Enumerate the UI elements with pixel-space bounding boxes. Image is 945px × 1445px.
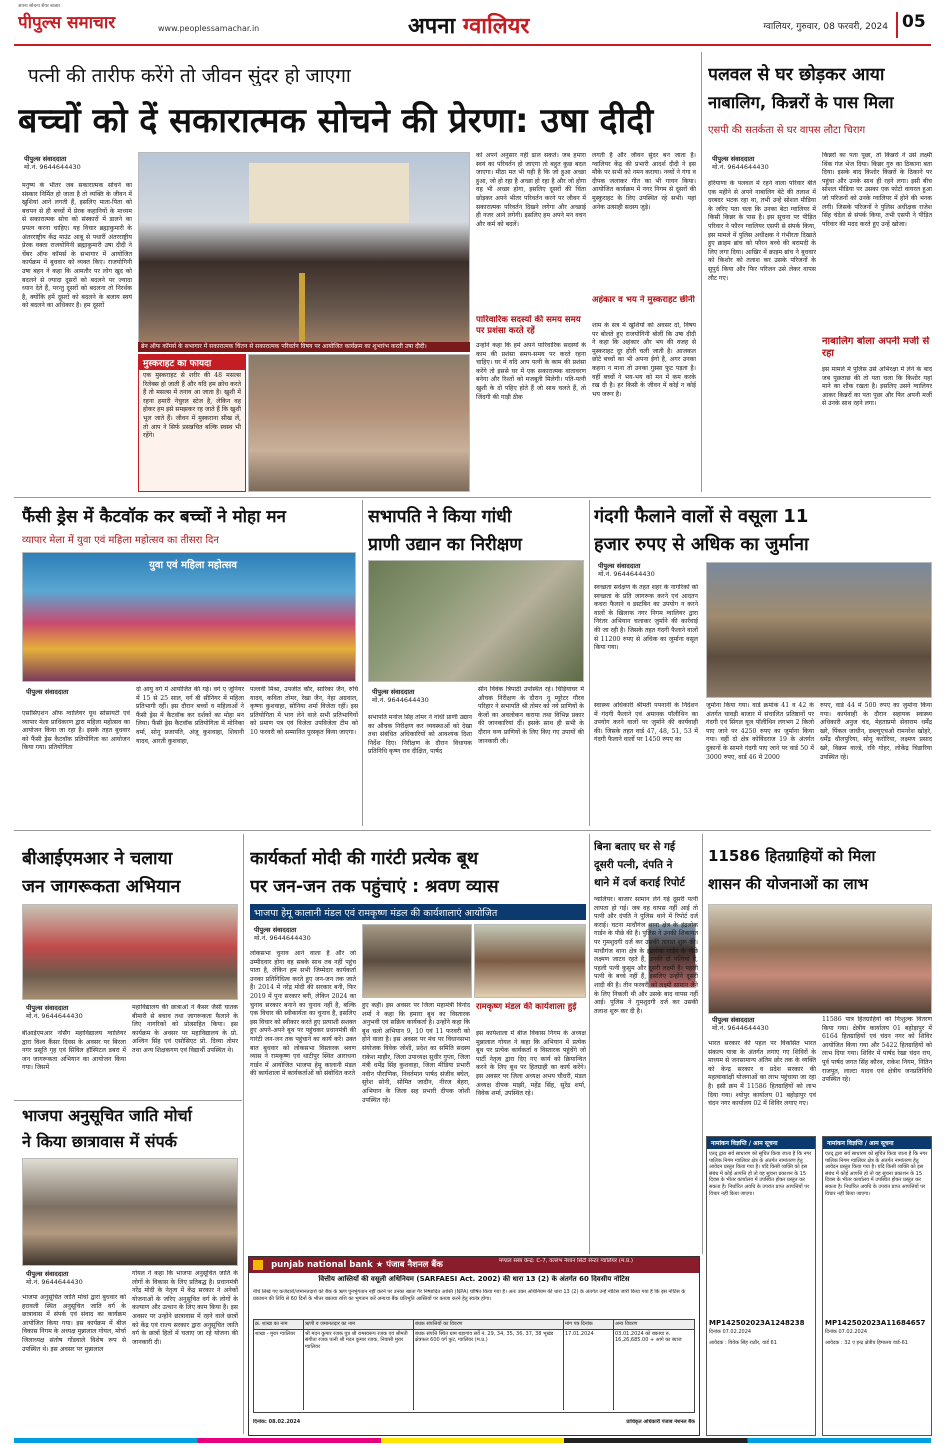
zoo-headline-2: प्राणी उद्यान का निरीक्षण (368, 535, 522, 555)
zoo-col1: सभापति मनोज सिंह तोमर ने गांधी प्राणी उद्यान का औचक निरीक्षण कर व्यवस्थाओं को देखा तथा संबंधित अधिकारियों को आवश्यक दिशा निर्देश दिए। निरीक्षण के दौरान विधायक प्रतिनिधि कृष्ण राव दीक्षित, पार्षद (368, 714, 472, 756)
pnb-table-row (254, 1330, 694, 1410)
section-title-left: अपना (408, 14, 456, 39)
bimr-col2: महाविद्यालय की छात्राओं ने कैंसर जैसी घातक बीमारी से बचाव तथा जागरूकता फैलाने के लिए नागरिकों को प्रोत्साहित किया। इस कार्यक्रम के अवसर पर महाविद्यालय के प्रो. अश्विन सिंह एवं एसोसिएट प्रो. दिव्या तोमर तथा अन्य शिक्षकगण एवं विद्यार्थी उपस्थित थे। (132, 1004, 238, 1054)
fashion-banner: युवा एवं महिला महोत्सव (149, 560, 237, 571)
palwal-sub2: नाबालिग बोला अपनी मर्जी से रहा (822, 336, 930, 359)
notice-2-case: MP142502023A11684657 (825, 1319, 926, 1327)
pnb-col-branch: क्र. शाखा का नाम (254, 1320, 304, 1329)
lead-col3-sub: पारिवारिक सदस्यों की समय समय पर प्रशंसा करते रहें (476, 315, 581, 336)
pnb-table-header (254, 1320, 694, 1330)
masthead (0, 0, 945, 44)
byline-reporter: पीपुल्स संवाददाता (26, 688, 69, 696)
byline-mobile: मो.नं. 9644644430 (712, 1024, 769, 1032)
lead-byline (24, 155, 132, 177)
zoo-headline-1: सभापति ने किया गांधी (368, 507, 512, 527)
dateline: ग्वालियर, गुरुवार, 08 फरवरी, 2024 (763, 22, 888, 32)
pnb-preamble: नीचे लिखे गए कर्जदारों/जमानतदारों को बैंक के ऋण पुनर्भुगतान नहीं करने पर उनका खाता गैर निष्पादित आस्ति (NPA) घोषित किया गया है। अतः उक्त अधिनियम की धारा 13 (2) के अंतर्गत उन्हें नोटिस जारी किया गया है कि इस नोटिस के प्रकाशन की तिथि से 60 दिनों के भीतर बकाया राशि का भुगतान करें अन्यथा बैंक प्रतिभूति आस्तियों पर कब्जा करने हेतु स्वतंत्र होगा। (253, 1289, 686, 1302)
row2-divider (14, 830, 931, 831)
fashion-photo[interactable] (22, 552, 356, 682)
lead-col4-sub: अहंकार व भय ने मुस्कराहट छीनी (592, 295, 695, 305)
left-column-divider (243, 834, 244, 1434)
palwal-byline (712, 155, 812, 177)
pnb-cell-property: बंधक संपत्ति स्थित ग्राम बड़ागांव सर्वे नं. 29, 34, 35, 36, 37, 38 भूखंड क्षेत्रफल 600 वर्ग फुट, ग्वालियर (म.प्र.) (414, 1330, 564, 1410)
fashion-col3: पल्लवी मिश्रा, उपजीत कौर, सारिका जैन, रुचि यादव, कविता तोमर, रेखा जैन, नेहा अग्रवाल, कृष्णा कुशवाहा, सोनिया शर्मा विजेता रहीं। इस प्रतियोगिता में भाग लेने वाले सभी प्रतिभागियों को प्रमाण पत्र एवं विजेता उपविजेता टीम को 10 फरवरी को सम्मानित पुरस्कृत किया जाएगा। (250, 686, 358, 736)
byline-mobile: मो.नं. 9644644430 (372, 696, 429, 704)
notice-2-title: नामांकन विज्ञप्ति / आम सूचना (823, 1137, 931, 1149)
smile-box (138, 354, 246, 492)
zoo-fine-divider (589, 500, 590, 826)
notice-1-case: MP142502023A1248238 (709, 1319, 805, 1327)
modi-dowry-divider (589, 834, 590, 1254)
modi-col3: इस कार्यशाला में बीज विकास निगम के अध्यक्ष मुन्नालाल गोयल ने कहा कि अभियान में प्रत्येक बूथ पर प्रत्येक कार्यकर्ता व विस्तारक पहुंचेंगे जो पार्टी नेतृत्व द्वारा दिए गए कार्य को क्रियान्वित करने के लिए बूथ पर हितग्राही का कार्य करेंगे। इस अवसर पर जिला अध्यक्ष अभय चौधरी, मंडल अध्यक्ष दीपक माझी, महेंद्र सिंह, सुरेंद्र शर्मा, विवेक शर्मा, उपस्थित रहे। (476, 1030, 586, 1098)
wife-headline-2: दूसरी पत्नी, दंपति ने (594, 859, 673, 871)
byline-reporter: पीपुल्स संवाददाता (712, 155, 755, 163)
fine-col2: स्वास्थ्य अधिकारी श्रीमती पपनानी के निर्देशन में गंदगी फैलाने एवं अमानक पॉलीथिन का उपयोग करने वालों पर जुर्माने की कार्यवाही की। जिसके तहत वार्ड 47, 48, 51, 53 में गंदगी फैलाने वालों पर 1450 रुपए का (594, 702, 698, 744)
zoo-col2: सीन विवेक त्रिपाठी उपस्थित रहे। चिड़ियाघर में औचक निरीक्षण के दौरान नू म्यूरेटर गौरव परिहार ने सभापति श्री तोमर को नये प्राणियों के केजों का अवलोकन कराया तथा विभिन्न प्रकार की जानकारियां दीं। इसके साथ ही सभी के दौरान वन्य प्राणियों के लिए किए गए उपायों की जानकारी ली। (478, 686, 584, 745)
modi-col2: हुए कही। इस अवसर पर जिला महामंत्री विनोद शर्मा ने कहा कि हमारा बूथ का विस्तारक अनुभवी एवं सक्रिय कार्यकर्ता है। उन्होंने कहा कि बूथ चलो अभियान 9, 10 एवं 11 फरवरी को होने वाला है। इस अवसर पर मंच पर विधानसभा संयोजक विवेक जोशी, प्रदेश का समिति सदस्य राकेश माहौर, जिला उपाध्यक्ष सुधीर गुप्ता, जिला मंत्री धर्मेंद्र सिंह कुशवाहा, जिला मीडिया प्रभारी नवीन पौराणिक, निवर्तमान पार्षद संजीव बघेल, सुरेश सोनी, सोमित जादौन, नीरज बेहरा, अभियान के जिला सह प्रभारी दीपक जोशी उपस्थित रहे। (362, 1002, 470, 1104)
byline-mobile: मो.नं. 9644644430 (26, 1012, 83, 1020)
notice-2-officer: आवेदक : 32 ए इन्द्र क्षेत्रीय हिमालय वार्ड-61 (825, 1339, 908, 1346)
modi-headline-1: कार्यकर्ता मोदी की गारंटी प्रत्येक बूथ (250, 849, 479, 869)
fine-col3: जुर्माना किया गया। वार्ड क्रमांक 41 व 42 के अंतर्गत चावड़ी बाजार में संचालित प्रतिष्ठानों पर गंदगी एवं सिंगल यूज पॉलीथिन लगभग 2 किलो पाए जाने पर 4250 रुपए का जुर्माना किया गया। वहीं दो क्षेत्र कोविंदराज 19 के अंतर्गत दुकानों के सामने गंदगी पाए जाने पर वार्ड 50 में 3000 रुपए, वार्ड 46 में 2000 (706, 702, 814, 761)
bimr-headline-1: बीआईएमआर ने चलाया (22, 849, 173, 869)
fine-col1: स्वच्छता सर्वेक्षण के तहत शहर के नागरिकों को स्वच्छता के प्रति जागरूक करने एवं आदतन कचरा फैलाने व डस्टबिन का उपयोग न करने वालों के खिलाफ नगर निगम ग्वालियर द्वारा निरंतर अभियान चलाकर जुर्माने की कार्रवाई की जा रही है। जिसके तहत गंदगी फैलाने वालों से 11200 रुपए से अधिक का जुर्माना वसूल किया गया। (594, 584, 698, 652)
fashion-col1: एसोसिएशन ऑफ ग्वालियर यूथ सोसायटी एवं व्यापार मेला प्राधिकरण द्वारा महिला महोत्सव का आयोजन किया जा रहा है। इसके तहत बुधवार को फैंसी ड्रेस कैटवॉक प्रतियोगिता का आयोजन किया गया। प्रतियोगिता (22, 710, 130, 752)
pnb-col-borrower: ऋणी व जमानतदार का नाम (304, 1320, 414, 1329)
audience-photo[interactable] (248, 354, 470, 492)
modi-byline (254, 926, 354, 948)
palwal-headline-1: पलवल से घर छोड़कर आया (708, 65, 885, 85)
bjp-col2: गोयल ने कहा कि भाजपा अनुसूचित जाति के लोगों के विकास के लिए प्रतिबद्ध है। प्रधानमंत्री नरेंद्र मोदी के नेतृत्व में केंद्र सरकार ने अनेकों योजनाओं के जरिए अनुसूचित वर्ग के लोगों के कल्याण और उत्थान के लिए काम किया है। इस अवसर पर उन्होंने छात्रावास में रहने वाले छात्रों को केंद्र एवं राज्य सरकार द्वारा अनुसूचित जाति वर्ग के छात्रों हितों में चलाए जा रहे योजना की जानकारी दी। (132, 1270, 238, 1346)
bjp-headline-1: भाजपा अनुसूचित जाति मोर्चा (22, 1106, 192, 1125)
byline-mobile: मो.नं. 9644644430 (254, 934, 311, 942)
wife-col1: ग्वालियर। बाजार सामान लेने गई दूसरी पत्नी लापता हो गई। जब वह वापस नहीं आई तो पत्नी और दंपति ने पुलिस थाने में रिपोर्ट दर्ज कराई। घटना माधौगंज थाना क्षेत्र के इंद्रलोक गार्डन के पीछे की है। पुलिस ने उनकी शिकायत पर गुमशुदगी दर्ज कर उसकी तलाश शुरू की। माधौगंज थाना क्षेत्र के इंद्रलोक गार्डन के पीछे लक्ष्मण जाटव रहते हैं, उनकी दो पत्नियां हैं, पहली पत्नी कुसुम और दूसरी लक्ष्मी है। पहली पत्नी के बच्चे नहीं हैं, इसलिए उन्होंने दूसरी शादी की है। तीन फरवरी को लक्ष्मी सामान लेने के लिए निकली थी और उसके बाद वापस नहीं आई। पुलिस ने गुमशुदगी दर्ज कर उसकी तलाश शुरू कर दी है। (594, 896, 698, 1015)
smile-box-title: मुस्कराहट का फायदा (139, 355, 245, 370)
bimr-col1: बीआईएमआर नर्सिंग महाविद्यालय ग्वालियर द्वारा विश्व कैंसर दिवस के अवसर पर बिरला नगर प्रसूति गृह एवं सिविल हॉस्पिटल डबरा में जन जागरूकता अभियान का आयोजन किया गया। जिसमें (22, 1030, 126, 1072)
photo-banner (249, 163, 409, 223)
byline-reporter: पीपुल्स संवाददाता (712, 1016, 755, 1024)
notice-2 (822, 1136, 932, 1436)
page-number: 05 (896, 12, 930, 38)
bjp-col1: भाजपा अनुसूचित जाति मोर्चा द्वारा बुधवार को हरावली स्थित अनुसूचित जाति वर्ग के छात्रावास में संपर्क एवं संवाद का कार्यक्रम आयोजित किया गया। इस कार्यक्रम में बीज विकास निगम के अध्यक्ष मुन्नालाल गोयल, मोर्चा जिलाध्यक्ष संतोष गोंडवाले विशेष रूप से उपस्थित थे। इस अवसर पर मुन्नालाल (22, 1294, 126, 1353)
pnb-notice (248, 1256, 700, 1436)
brand-tag: अपना सोचना शेयर बाजार (18, 4, 61, 9)
benef-col1: भारत सरकार की पहल पर विकसित भारत संकल्प यात्रा के अंतर्गत लगाए गए शिविरों के माध्यम से जनसामान्य अंतिम छोर तक के व्यक्ति को केन्द्र सरकार व प्रदेश सरकार की महत्वाकांक्षी योजनाओं का लाभ पहुंचाया जा रहा है। इसी क्रम में 11586 हितग्राहियों को लाभ दिया गया। श्योपुर कार्यालय 01 बहोड़ापुर एवं चंदन नगर कार्यालय 02 में शिविर लगाए गए। (708, 1040, 816, 1108)
lead-col4b: शाम के सत्र में खुशियों को अवसर दो, विषय पर बोलते हुए राजयोगिनी बोलीं कि उषा दीदी ने कहा कि अहंकार और भय की वजह से मुस्कराहट दूर होती चली जाती है। आजकल छोटे बच्चों का भी अपना ईगो है, अगर उनका कहना न माना तो उनका गुस्सा फूट पड़ता है। वहीं बच्चों ने भय-भय को मन में कम करके रख दी है। हर किसी के जीवन में कोई न कोई भय जरूर है। (592, 322, 696, 398)
benef-photo[interactable] (708, 904, 932, 1014)
palwal-col2b: इस मामले में पुलिस उसे अभिरक्षा में लेने के बाद जब पूछताछ की तो पता चला कि किशोर यहां माने का शौक रखता है। इसलिए उसने ग्वालियर आकर किन्नरों का पता पूछा और फिर अपनी मर्जी से उनके साथ रहने लगा। (822, 366, 932, 408)
palwal-col2: किन्नरों का पता पूछा, तो किन्नरों ने उसे लक्ष्मी थिंक गंज भेज दिया। किन्नर गुरु का ठिकाना बता दिया। इसके बाद किशोर किन्नरों के ठिकाने पर पहुंचा और उनके साथ ही रहने लगा। इसी बीच सोशल मीडिया पर उसका एक फोटो वायरल हुआ जो परिजनों को उनके ग्वालियर में होने की भनक लगी। जिसके परिजनों ने पुलिस अधीक्षक राजेश सिंह चंदेल से संपर्क किया, तभी एसपी ने पीड़ित परिवार की मदद करते हुए उन्हें खोजा। (822, 152, 932, 228)
notice-2-date: दिनांक 07.02.2024 (825, 1329, 868, 1335)
lead-headline: बच्चों को दें सकारात्मक सोचने की प्रेरणा: उषा दीदी (18, 101, 654, 141)
pnb-cell-branch: शाखा - मुरार ग्वालियर (254, 1330, 304, 1410)
bjp-byline (26, 1270, 126, 1292)
modi-headline-2: पर जन-जन तक पहुंचाएं : श्रवण व्यास (250, 877, 499, 897)
byline-mobile: मो.नं. 9644644430 (712, 163, 769, 171)
byline-reporter: पीपुल्स संवाददाता (26, 1004, 69, 1012)
fashion-headline: फैंसी ड्रेस में कैटवॉक कर बच्चों ने मोहा मन (22, 507, 286, 527)
fine-byline (598, 562, 698, 584)
lead-col4: लगती है और जीवन सुंदर बन जाता है। ग्वालियर केंद्र की प्रभारी आदर्श दीदी ने इस मौके पर सभी को नमन कराया। नव्यों ने गंगा व दीपक जलाकर गीत का भी गायन किया। आयोजित कार्यक्रम में नगर निगम से दूसरों की मुस्कुराहट के लिए उपस्थित रहे सभी। यहां अनेक उत्साही सदस्य जुड़े। (592, 152, 696, 211)
wife-headline-1: बिना बताए घर से गई (594, 841, 676, 853)
pnb-col-property: बंधक संपत्तियों का विवरण (414, 1320, 564, 1329)
pnb-cell-demand-date: 17.01.2024 (564, 1330, 614, 1410)
fashion-col2: दो आयु वर्ग में आयोजित की गई। वर्ग ए जूनियर में 15 से 25 साल, वर्ग बी सीनियर में महिला प्रतिभागी रहीं। इस दौरान बच्चों व महिलाओं ने फैंसी ड्रेस में कैटवॉक कर दर्शकों का मोहा मन लिया। फैंसी ड्रेस कैटवॉक प्रतियोगिता में मोनिका वर्मा, सोनू प्रजापति, अंजू कुशवाहा, शिवानी यादव, आरती कुशवाहा, (136, 686, 244, 745)
notice-1 (706, 1136, 816, 1436)
benef-headline-2: शासन की योजनाओं का लाभ (708, 875, 869, 893)
pnb-table (253, 1319, 695, 1413)
pnb-cell-other: 03.01.2024 को बकाया रु. 16,26,685.00 + आगे का ब्याज (615, 1330, 682, 1344)
pnb-bank-name: punjab national bank ★ पंजाब नैशनल बैंक (271, 1260, 443, 1270)
smile-box-text: एक मुस्कराहट से शरीर की 48 मसल्स रिलेक्स हो जाती हैं और यदि हम क्रोध करते हैं तो मसल्स में तनाव आ जाता है। खुशी में रहना हमारी नेचुरल स्टेज है, लेकिन वह होकर हम इसे समझकर रह जाते हैं कि खुशी भूल जाते हैं। जीवन में मुस्कराना सीख लें, तो आप ने सिर्फ प्रसन्नचित बल्कि स्वस्थ भी रहेंगे। (143, 372, 242, 440)
benef-byline (712, 1016, 812, 1038)
modi-photo-1[interactable] (362, 924, 472, 998)
lead-photo-caption: ब्रेन ऑफ कॉमर्स के सभागार में सकारात्मक चिंतन से सकारात्मक परिवर्तन विषय पर आयोजित कार्यक्रम का शुभारंभ करती उषा दीदी। (138, 342, 470, 352)
modi-sub: भाजपा हेमू कालानी मंडल एवं रामकृष्ण मंडल की कार्यशालाएं आयोजित (250, 904, 586, 920)
notice-1-text: एतद् द्वारा सर्व साधारण को सूचित किया जाता है कि नगर पालिक निगम ग्वालियर क्षेत्र के अंतर्गत नामांतरण हेतु आवेदन प्रस्तुत किया गया है। यदि किसी व्यक्ति को इस संबंध में कोई आपत्ति हो तो वह सूचना प्रकाशन के 15 दिवस के भीतर कार्यालय में उपस्थित होकर प्रस्तुत कर सकता है। निर्धारित अवधि के उपरांत प्राप्त आपत्तियों पर विचार नहीं किया जाएगा। (709, 1151, 812, 1197)
fashion-zoo-divider (362, 500, 363, 826)
benef-headline-1: 11586 हितग्राहियों को मिला (708, 847, 876, 865)
section-title (408, 10, 628, 40)
benef-col2: 11586 पात्र हितग्राहियों को निःशुल्क वितरण किया गया। क्षेत्रीय कार्यालय 01 बहोड़ापुर में 6164 हितग्राहियों एवं चंदन नगर को शिविर आयोजित किया गया और 5422 हितग्राहियों को लाभ दिया गया। शिविर में पार्षद रेखा चंदन राय, पूर्व पार्षद जगत सिंह कौरव, राकेश निगम, नितिन राजपूत, लाल्टा यादव एवं क्षेत्रीय जनप्रतिनिधि उपस्थित रहे। (822, 1016, 932, 1084)
zoo-byline (372, 688, 472, 710)
masthead-brand[interactable] (18, 10, 158, 38)
byline-mobile: मो.नं. 9644644430 (26, 1278, 83, 1286)
pnb-col-demand-date: मांग पत्र दिनांक (564, 1320, 614, 1329)
bjp-headline-2: ने किया छात्रावास में संपर्क (22, 1132, 177, 1151)
brand-name: पीपुल्स समाचार (18, 13, 116, 33)
photo-lamp (299, 273, 305, 343)
palwal-sub: एसपी की सतर्कता से घर वापस लौटा चिराग (708, 125, 866, 136)
fashion-byline (26, 688, 126, 710)
notice-1-title: नामांकन विज्ञप्ति / आम सूचना (707, 1137, 815, 1149)
lead-right-divider (701, 52, 702, 492)
byline-mobile: मो.नं. 9644644430 (24, 163, 81, 171)
palwal-col1: हरियाणा के पलवल में रहने वाला परिवार बीते एक महीने से अपने नाबालिग बेटे की तलाश में दरबदर भटक रहा था, तभी उन्हें सोशल मीडिया के जरिए पता चला कि उनका बेटा ग्वालियर में किसी किन्नर के पास है। इस सूचना पर पीड़ित परिवार ने फौरन ग्वालियर एसपी से संपर्क किया, इस मामले में पुलिस अधीक्षक ने गंभीरता दिखाते हुए क्राइम ब्रांच को फौरन बच्चे की बरामदी के लिए लगा दिया। आखिर में क्राइम ब्रांच ने बुधवार को किशोर को तलाश कर उसके परिजनों के सुपुर्द किया और फिर परिजन उसे लेकर वापस लौट गए। (708, 180, 816, 282)
bimr-bjp-divider (14, 1100, 242, 1101)
byline-reporter: पीपुल्स संवाददाता (26, 1270, 69, 1278)
zoo-photo[interactable] (368, 560, 584, 682)
wife-headline-3: थाने में दर्ज कराई रिपोर्ट (594, 877, 685, 889)
bimr-photo[interactable] (22, 904, 238, 1000)
fine-headline-2: हजार रुपए से अधिक का जुर्माना (594, 534, 809, 555)
dowry-benef-divider (702, 834, 703, 1254)
modi-sub2: रामकृष्ण मंडल की कार्यशाला हुई (476, 1002, 577, 1012)
lead-photo[interactable] (138, 152, 470, 352)
byline-reporter: पीपुल्स संवाददाता (598, 562, 641, 570)
lead-col3b: उन्होंने कहा कि हमें अपने पारिवारिक सदस्यों के काम की प्रशंसा समय-समय पर करते रहना चाहिए। घर में यदि आप पत्नी के काम की प्रशंसा करेंगे तो इससे घर में एक सकारात्मक वातावरण बनेगा और रिश्तों को मजबूती मिलेगी। पति-पत्नी खुशी के दो पहिए होते हैं जो साथ चलते हैं, तो जिंदगी की गाड़ी ठीक (476, 342, 586, 401)
modi-photo-2[interactable] (474, 924, 586, 998)
fine-col4: रुपए, वार्ड 44 में 500 रुपए का जुर्माना किया गया। कार्यवाही के दौरान सहायक स्वास्थ्य अधिकारी अनुज चंद, मेहताप्रमो सेवाराम धर्मेंद्र खरे, पिंकल जाधीन, डब्ल्यूएचओ रामनरेश खोहरे, धर्मेंद्र धौलपुरिया, सोनू करोरिया, लक्ष्मण प्रसाद खरे, विक्रम वाल्डे, रवि गोहर, लोकेंद्र चिडारिया उपस्थित रहे। (820, 702, 932, 761)
pnb-circle: मण्डल सस्त्र केन्द्र: C-7, वल्लभ नैशान सिटी सेन्टर ग्वालियर (म.प्र.) (499, 1258, 634, 1264)
site-url[interactable]: www.peoplessamachar.in (158, 24, 260, 33)
pnb-cell-borrower: श्री मदन कुमार रजक पुत्र श्री रामस्वरूप रजक एवं श्रीमती संगीता रजक पत्नी श्री मदन कुमार रजक, निवासी मुरार ग्वालियर (304, 1330, 414, 1410)
byline-reporter: पीपुल्स संवाददाता (254, 926, 297, 934)
bimr-byline (26, 1004, 126, 1026)
byline-mobile: मो.नं. 9644644430 (598, 570, 655, 578)
bjp-photo[interactable] (22, 1158, 238, 1266)
pnb-col-other: अन्य विवरण (615, 1321, 638, 1327)
pnb-date: दिनांक: 08.02.2024 (253, 1419, 301, 1425)
modi-col1: लोकसभा चुनाव आने वाला है और जो उम्मीदवार होगा वह सबके साथ तब नहीं पहुंच पाता है, लेकिन हम सभी जिम्मेदार कार्यकर्ता उनका प्रतिनिधित्व करते हुए जन-जन तक जाते हैं। 2014 में नरेंद्र मोदी की सरकार बनी, फिर 2019 में पुनः सरकार बनी, लेकिन 2024 का चुनाव सरकार बनाने का चुनाव नहीं है, बल्कि एक विचार की स्वीकार्यता का चुनाव है, इसलिए इस विचार को स्वीकार करते हुए प्रत्याशी सशक्त हुए अपने-अपने बूथ पर पहुंचकर प्रधानमंत्री की गारंटी जन-जन तक पहुंचाने का कार्य करें। उक्त बात बुधवार को लोकसभा विस्तारक श्रवण व्यास ने रामकृष्ण एवं थाटीपुर स्थित आराधना गार्डन में आयोजित भाजपा हेमू कालानी मंडल की कार्यशाला में कार्यकर्ताओं को संबोधित करते (250, 950, 356, 1078)
section-title-right: ग्वालियर (462, 14, 530, 39)
fine-photo[interactable] (706, 562, 932, 698)
pnb-signatory: प्राधिकृत अधिकारी पंजाब नेशनल बैंक (626, 1419, 695, 1425)
byline-reporter: पीपुल्स संवाददाता (24, 155, 67, 163)
pnb-logo-icon (253, 1260, 263, 1270)
registration-bar (14, 1438, 931, 1443)
bimr-headline-2: जन जागरूकता अभियान (22, 877, 181, 897)
notice-1-officer: आवेदक : विवेक सिंह राठौर, वार्ड 61 (709, 1339, 777, 1346)
lead-kicker: पत्नी की तारीफ करेंगे तो जीवन सुंदर हो जाएगा (28, 65, 351, 86)
masthead-divider (14, 44, 931, 46)
pnb-notice-title: वित्तीय आस्तियों की वसूली अधिनियम (SARFAESI Act. 2002) की धारा 13 (2) के अंतर्गत 60 दिवसीय नोटिस (318, 1275, 630, 1283)
fashion-sub: व्यापार मेला में युवा एवं महिला महोत्सव का तीसरा दिन (22, 535, 219, 546)
fine-headline-1: गंदगी फैलाने वालों से वसूला 11 (594, 506, 809, 527)
row1-divider (14, 497, 931, 498)
lead-col1: मनुष्य के भीतर जब सकारात्मक सोचने का संस्कार निर्मित हो जाता है तो व्यक्ति के जीवन में खुशियां आने लगती हैं, इसलिए माता-पिता को बचपन से ही बच्चों में प्रेरक कहानियों के माध्यम से सकारात्मक सोच को संस्कारों में डालने का प्रयत्न करना चाहिए। यह विचार ब्रह्माकुमारी के अंतरराष्ट्रीय केंद्र माउंट आबू से पधारीं अंतरराष्ट्रीय प्रेरक वक्ता राजयोगिनी ब्रह्माकुमारी उषा दीदी ने चेंबर ऑफ कॉमर्स के सभागार में आयोजित कार्यक्रम में बुधवार को व्यक्त किए। राजयोगिनी उषा बहन ने कहा कि आमतौर पर लोग खुद को बदलने से ज्यादा दूसरों को बदलने पर ज्यादा ध्यान देते हैं, परन्तु दूसरों को बदलना तो निरर्थक है, क्योंकि हमें दूसरों को बदलने के बजाय स्वयं को बदलने का अधिकार है। हम दूसरों (22, 182, 132, 310)
palwal-headline-2: नाबालिग, किन्नरों के पास मिला (708, 93, 894, 112)
byline-reporter: पीपुल्स संवाददाता (372, 688, 415, 696)
notice-2-text: एतद् द्वारा सर्व साधारण को सूचित किया जाता है कि नगर पालिक निगम ग्वालियर क्षेत्र के अंतर्गत नामांतरण हेतु आवेदन प्रस्तुत किया गया है। यदि किसी व्यक्ति को इस संबंध में कोई आपत्ति हो तो वह सूचना प्रकाशन के 15 दिवस के भीतर कार्यालय में उपस्थित होकर प्रस्तुत कर सकता है। निर्धारित अवधि के उपरांत प्राप्त आपत्तियों पर विचार नहीं किया जाएगा। (825, 1151, 928, 1197)
notice-1-date: दिनांक 07.02.2024 (709, 1329, 752, 1335)
lead-col3: को अपने अनुसार नहीं ढाल सकते। जब हमारा स्वयं का परिवर्तन हो जाएगा तो बहुत कुछ बदल जाएगा। मीठा मत भी यही है कि जो हुआ अच्छा हुआ, जो हो रहा है अच्छा हो रहा है और जो होगा वह भी अच्छा होगा, इसलिए दूसरों की चिंता छोड़कर अपने भीतर परिवर्तन करने पर जीवन में सकारात्मक परिवर्तन दिखने लगेगा और अच्छाई ही नजर आने लगेगी। इसलिए हम अपने मन वचन और कर्म को बदलें। (476, 152, 586, 228)
